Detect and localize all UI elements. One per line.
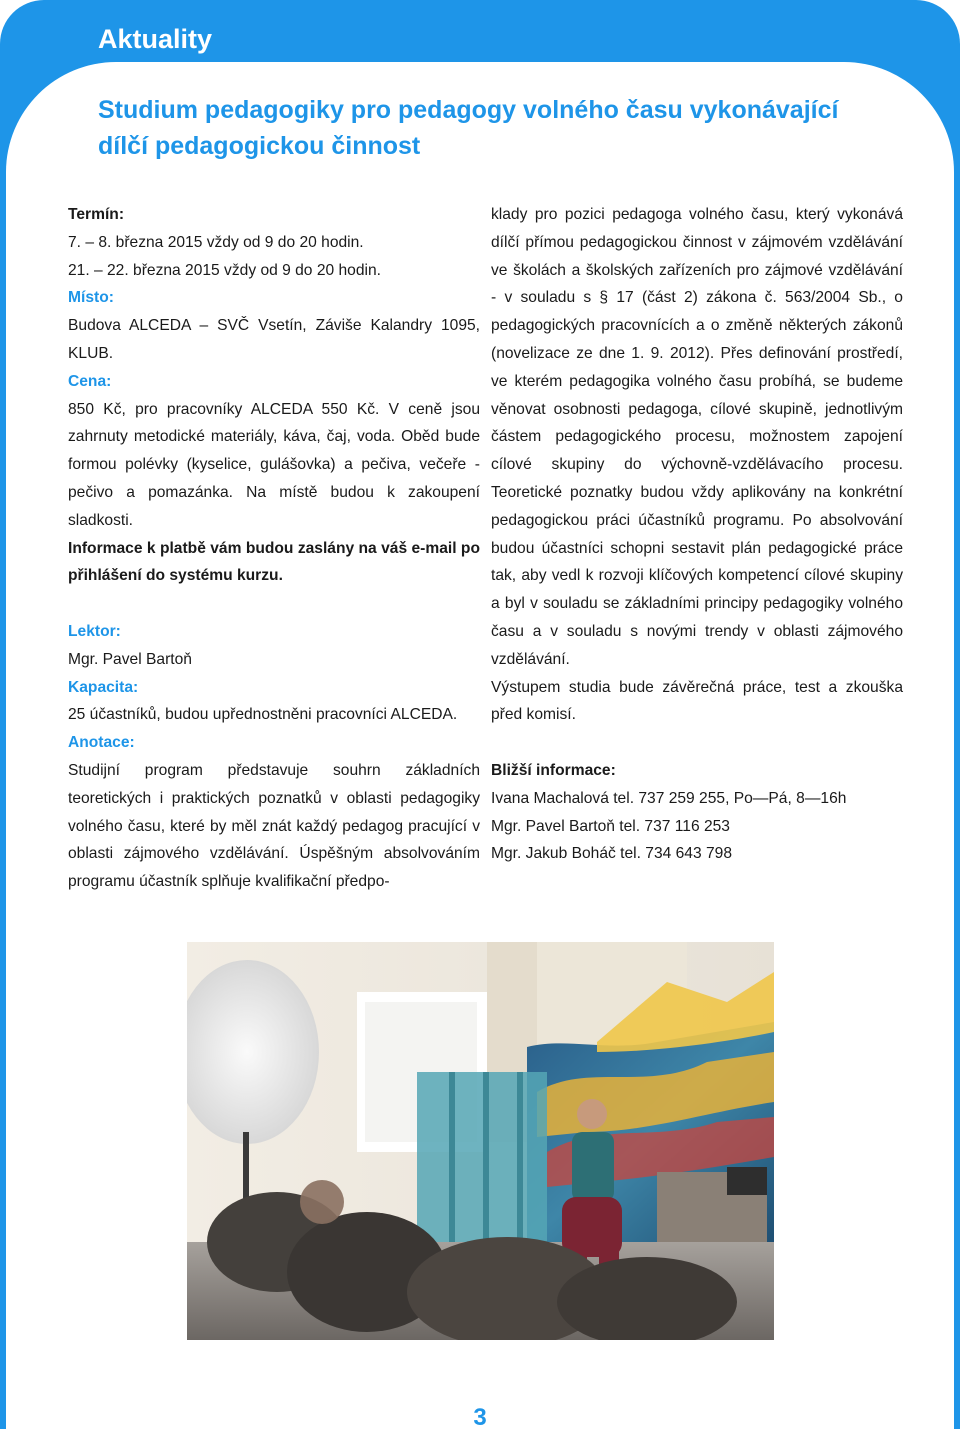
lektor-text: Mgr. Pavel Bartoň — [68, 650, 192, 668]
kapacita-label: Kapacita: — [68, 678, 139, 696]
annotation-continued: klady pro pozici pedagoga volného času, který vykonává dílčí přímou pedagogickou činnost v zájmovém vzdělávání ve školách a školských zařízeních pro zájmové vzdělávání - v souladu s § 17 (část 2) zákona č. 563/2004 Sb., o pedagogických pracovnících a o změně některých zákonů (novelizace ze dne 1. 9. 2012). Přes definování prostředí, ve kterém pedagogika volného času probíhá, se budeme věnovat osobnosti pedagoga, cílové skupině, jednotlivým částem pedagogického procesu, možnostem zapojení cílové skupiny do výchovně-vzdělávacího procesu. Teoretické poznatky budou vždy aplikovány na konkrétní pedagogickou práci účastníků programu. Po absolvování budou účastníci schopni sestavit plán pedagogické práce tak, aby vedl k rozvoji klíčových kompetencí cílové skupiny a byl v souladu se základními principy pedagogiky volného času a v souladu s novými trendy v oblasti zájmového vzdělávání. — [491, 206, 903, 668]
termin-date-1: 7. – 8. března 2015 vždy od 9 do 20 hodin. — [68, 233, 364, 251]
contacts-label: Bližší informace: — [491, 761, 616, 779]
anotace-label: Anotace: — [68, 734, 135, 752]
misto-text: Budova ALCEDA – SVČ Vsetín, Záviše Kalandry 1095, KLUB. — [68, 317, 480, 362]
page-number: 3 — [473, 1404, 487, 1431]
termin-date-2: 21. – 22. března 2015 vždy od 9 do 20 hodin. — [68, 261, 381, 279]
contact-line: Ivana Machalová tel. 737 259 255, Po—Pá, 8—16h — [491, 789, 847, 807]
cena-text: 850 Kč, pro pracovníky ALCEDA 550 Kč. V ceně jsou zahrnuty metodické materiály, káva, čaj, voda. Oběd bude formou polévky (kyselice, gulášovka) a pečiva, večeře - pečivo a pomazánka. Na místě budou k zakoupení sladkosti. — [68, 400, 480, 529]
seminar-photo — [187, 942, 774, 1340]
left-column — [68, 201, 480, 896]
payment-info: Informace k platbě vám budou zaslány na váš e-mail po přihlášení do systému kurzu. — [68, 539, 480, 585]
lektor-label: Lektor: — [68, 622, 121, 640]
misto-label: Místo: — [68, 289, 114, 307]
contact-line: Mgr. Jakub Boháč tel. 734 643 798 — [491, 845, 733, 863]
cena-label: Cena: — [68, 372, 112, 390]
section-header-title: Aktuality — [98, 24, 213, 54]
output-text: Výstupem studia bude závěrečná práce, test a zkouška před komisí. — [491, 678, 903, 724]
contact-line: Mgr. Pavel Bartoň tel. 737 116 253 — [491, 817, 730, 835]
article-title: Studium pedagogiky pro pedagogy volného času vykonávající dílčí pedagogickou činnost — [98, 96, 839, 160]
anotace-text: Studijní program představuje souhrn základních teoretických i praktických poznatků v oblasti pedagogiky volného času, které by měl znát každý pedagog pracující v oblasti zájmového vzdělávání. Úspěšným absolvováním programu účastník splňuje kvalifikační předpo- — [68, 761, 480, 891]
termin-label: Termín: — [68, 206, 125, 223]
right-column — [491, 201, 903, 868]
kapacita-text: 25 účastníků, budou upřednostněni pracovníci ALCEDA. — [68, 706, 458, 724]
